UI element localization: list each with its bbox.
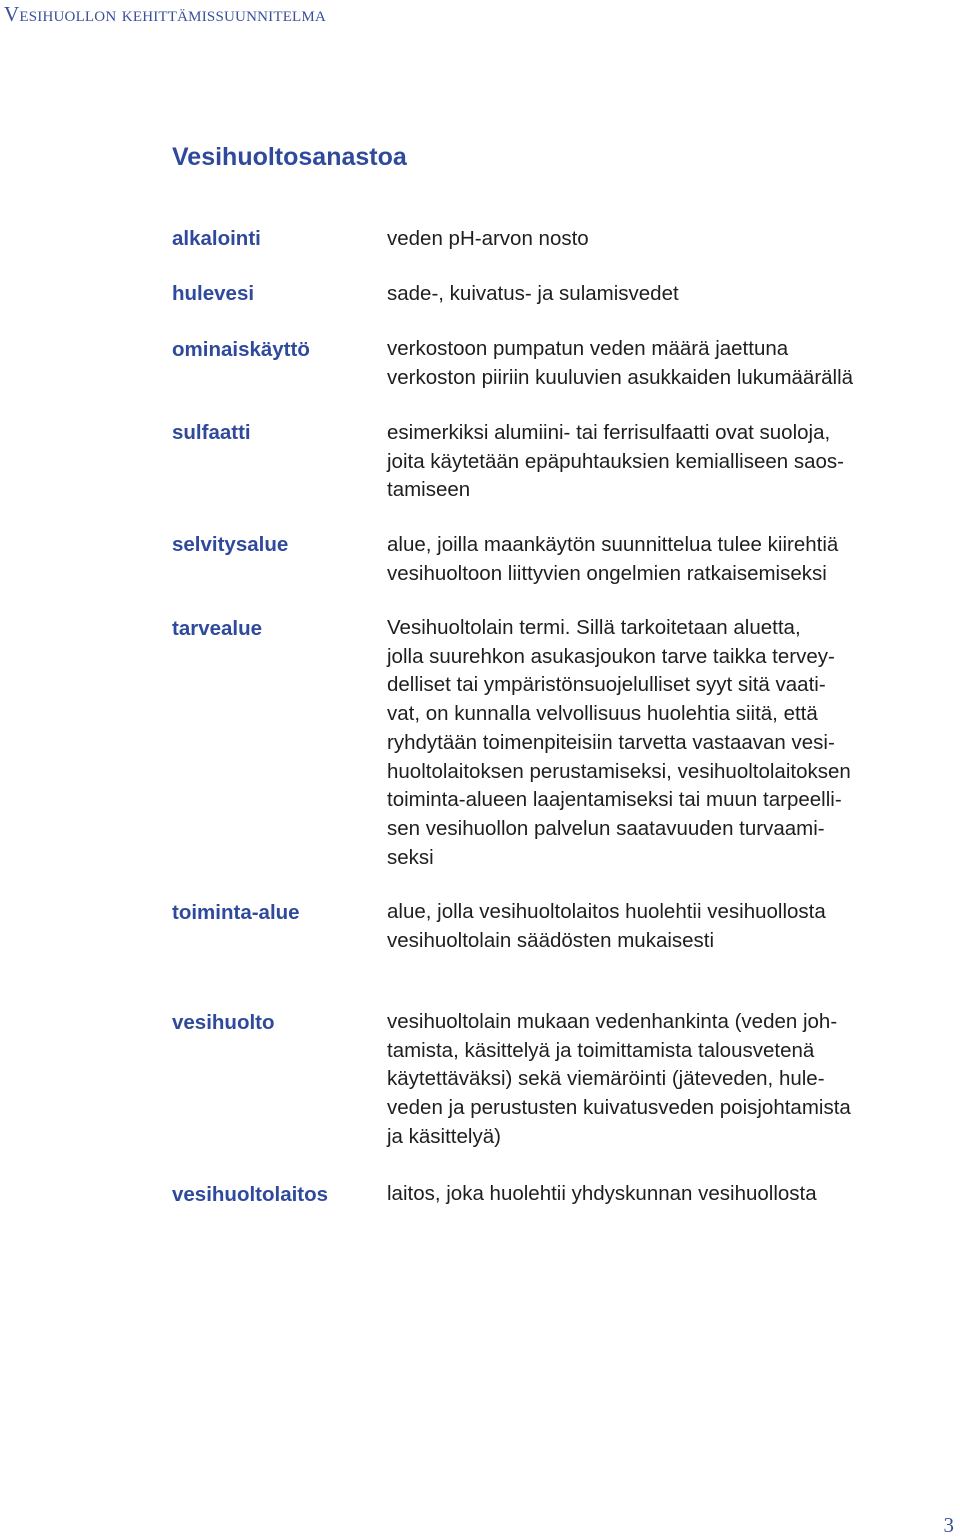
glossary-definition xyxy=(387,614,947,872)
glossary-definition xyxy=(387,225,947,254)
definition-line: seksi xyxy=(387,845,434,869)
definition-line: vesihuoltolain mukaan vedenhankinta (veden joh- xyxy=(387,1010,838,1033)
definition-line: ja käsittelyä) xyxy=(387,1124,501,1148)
definition-line: laitos, joka huolehtii yhdyskunnan vesihuollosta xyxy=(387,1182,817,1205)
glossary-term: toiminta-alue xyxy=(172,901,300,924)
definition-line: joita käytetään epäpuhtauksien kemialliseen saos- xyxy=(387,449,844,473)
glossary-definition xyxy=(387,1180,947,1209)
glossary-term: vesihuolto xyxy=(172,1011,275,1034)
glossary-definition xyxy=(387,335,947,392)
definition-line: sade-, kuivatus- ja sulamisvedet xyxy=(387,282,679,305)
glossary-term: alkalointi xyxy=(172,227,261,250)
definition-line: tamista, käsittelyä ja toimittamista talousvetenä xyxy=(387,1038,815,1062)
definition-line: verkostoon pumpatun veden määrä jaettuna xyxy=(387,337,789,360)
definition-line: verkoston piiriin kuuluvien asukkaiden lukumäärällä xyxy=(387,365,854,389)
definition-line: toiminta-alueen laajentamiseksi tai muun tarpeelli- xyxy=(387,788,842,812)
glossary-term: tarvealue xyxy=(172,617,263,640)
definition-line: vat, on kunnalla velvollisuus huolehtia siitä, että xyxy=(387,702,818,726)
definition-line: tamiseen xyxy=(387,478,471,502)
definition-line: sen vesihuollon palvelun saatavuuden turvaami- xyxy=(387,816,825,840)
definition-line: delliset tai ympäristönsuojelulliset syyt sitä vaati- xyxy=(387,673,826,697)
definition-line: käytettäväksi) sekä viemäröinti (jäteveden, hule- xyxy=(387,1067,825,1091)
definition-line: jolla suurehkon asukasjoukon tarve taikka tervey- xyxy=(387,644,835,668)
glossary-definition xyxy=(387,1008,947,1152)
definition-line: vesihuoltoon liittyvien ongelmien ratkaisemiseksi xyxy=(387,561,827,585)
definition-line: Vesihuoltolain termi. Sillä tarkoitetaan aluetta, xyxy=(387,616,801,639)
definition-line: vesihuoltolain säädösten mukaisesti xyxy=(387,928,715,952)
page-title: Vesihuoltosanastoa xyxy=(172,143,407,171)
glossary-definition xyxy=(387,898,947,955)
glossary-definition xyxy=(387,419,947,505)
running-header: Vesihuollon kehittämissuunnitelma xyxy=(4,2,326,26)
glossary-term: vesihuoltolaitos xyxy=(172,1183,329,1206)
definition-line: alue, jolla vesihuoltolaitos huolehtii vesihuollosta xyxy=(387,900,826,923)
glossary-term: sulfaatti xyxy=(172,421,251,444)
glossary-definition xyxy=(387,531,947,588)
glossary-term: selvitysalue xyxy=(172,533,289,556)
definition-line: alue, joilla maankäytön suunnittelua tulee kiirehtiä xyxy=(387,533,839,556)
definition-line: veden pH-arvon nosto xyxy=(387,227,589,250)
definition-line: esimerkiksi alumiini- tai ferrisulfaatti ovat suoloja, xyxy=(387,421,831,444)
definition-line: veden ja perustusten kuivatusveden poisjohtamista xyxy=(387,1096,851,1120)
page-number: 3 xyxy=(943,1513,954,1537)
glossary-term: hulevesi xyxy=(172,282,255,305)
definition-line: huoltolaitoksen perustamiseksi, vesihuoltolaitoksen xyxy=(387,759,851,783)
glossary-term: ominaiskäyttö xyxy=(172,338,310,361)
glossary-definition xyxy=(387,280,947,309)
definition-line: ryhdytään toimenpiteisiin tarvetta vastaavan vesi- xyxy=(387,730,835,754)
